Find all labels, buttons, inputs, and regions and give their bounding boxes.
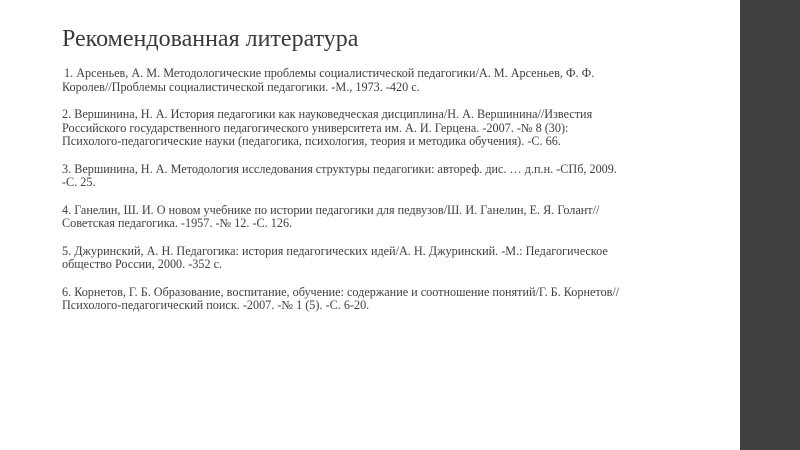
reference-item: 2. Вершинина, Н. А. История педагогики как науковедческая дисциплина/Н. А. Вершинина//Известия Российского государственного педагогического университета им. А. И. Герцена. -2007. -№ 8 (30): Психолого-педагогические науки (педагогика, психология, теория и методика обучения). -С. 66. bbox=[62, 107, 593, 148]
slide-title: Рекомендованная литература bbox=[62, 26, 359, 52]
reference-item: 4. Ганелин, Ш. И. О новом учебнике по истории педагогики для педвузов/Ш. И. Ганелин, Е. Я. Голант//Советская педагогика. -1957. -№ 12. -С. 126. bbox=[62, 202, 600, 230]
side-bar bbox=[740, 0, 800, 450]
reference-item: 5. Джуринский, А. Н. Педагогика: история педагогических идей/А. Н. Джуринский. -М.: Педагогическое общество России, 2000. -352 с. bbox=[62, 243, 608, 271]
reference-item: 1. Арсеньев, А. М. Методологические проблемы социалистической педагогики/А. М. Арсеньев, Ф. Ф. Королев//Проблемы социалистической педагогики. -М., 1973. -420 с. bbox=[62, 66, 595, 94]
reference-list bbox=[62, 67, 622, 327]
reference-item: 6. Корнетов, Г. Б. Образование, воспитание, обучение: содержание и соотношение понятий/Г. Б. Корнетов//Психолого-педагогический поиск. -2007. -№ 1 (5). -С. 6-20. bbox=[62, 284, 620, 312]
reference-item: 3. Вершинина, Н. А. Методология исследования структуры педагогики: автореф. дис. … д.п.н. -СПб, 2009. -С. 25. bbox=[62, 161, 617, 189]
